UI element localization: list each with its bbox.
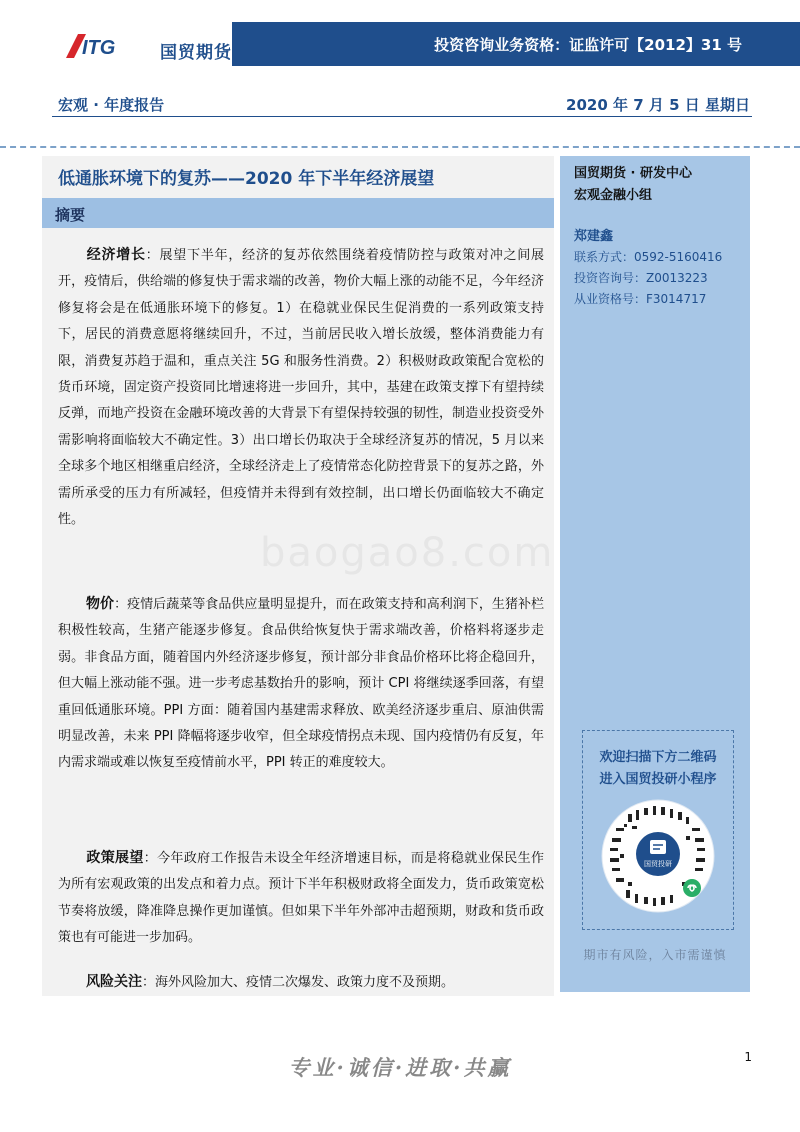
qr-caption-line-1: 欢迎扫描下方二维码 (599, 750, 717, 765)
section-risk (58, 969, 544, 996)
logo-text-cn: 国贸期货 (160, 43, 232, 63)
section-risk-lead: 风险关注 (86, 974, 142, 990)
section-growth-text: ：展望下半年，经济的复苏依然围绕着疫情防控与政策对冲之间展开，疫情后，供给端的修复快于需求端的改善，物价大幅上涨的动能不足，今年经济修复将会是在低通胀环境下的修复。1）在稳就业保民生促消费的一系列政策支持下，居民的消费意愿将继续回升，不过，当前居民收入增长放缓，整体消费能力有限，消费复苏趋于温和，重点关注 5G 和服务性消费。2）积极财政政策配合宽松的货币环境，固定资产投资同比增速将进一步回升，其中，基建在政策支撑下有望持续反弹，而地产投资在金融环境改善的大背景下有望保持较强的韧性，制造业投资受外需影响将面临较大不确定性。3）出口增长仍取决于全球经济复苏的情况，5 月以来全球多个地区相继重启经济，全球经济走上了疫情常态化防控背景下的复苏之路，外需所承受的压力有所减轻，但疫情并未得到有效控制，出口增长仍面临较大不确定性。 (58, 248, 544, 528)
watermark: baogao8.com (260, 530, 555, 576)
section-risk-text: ：海外风险加大、疫情二次爆发、政策力度不及预期。 (142, 975, 455, 990)
dept-line-2: 宏观金融小组 (574, 188, 653, 203)
section-price (58, 591, 544, 777)
section-policy-text: ：今年政府工作报告未设全年经济增速目标，而是将稳就业保民生作为所有宏观政策的出发点和着力点。预计下半年积极财政将全面发力，货币政策宽松节奏将放缓，降准降息操作更加谨慎。但如果下半年外部冲击超预期，财政和货币政策也有可能进一步加码。 (58, 851, 544, 946)
footer-slogan: 专业·诚信·进取·共赢 (288, 1055, 512, 1080)
report-type: 宏观 · 年度报告 (58, 96, 165, 114)
analyst-practice-number: 从业资格号：F3014717 (574, 292, 707, 306)
analyst-contact: 联系方式：0592-5160416 (574, 250, 723, 264)
logo-text-en: ITG (82, 37, 116, 59)
qr-caption-line-2: 进入国贸投研小程序 (599, 772, 717, 787)
section-policy-lead: 政策展望 (86, 850, 144, 866)
side-department (574, 163, 692, 207)
itg-logo-icon (60, 30, 120, 60)
section-price-lead: 物价 (86, 596, 115, 612)
analyst-consult-number: 投资咨询号：Z0013223 (574, 271, 708, 285)
license-text: 投资咨询业务资格：证监许可【2012】31 号 (434, 36, 742, 54)
summary-bar (42, 198, 554, 228)
section-growth-lead: 经济增长 (86, 247, 146, 263)
summary-label: 摘要 (55, 206, 86, 224)
page-number: 1 (744, 1050, 752, 1064)
report-date: 2020 年 7 月 5 日 星期日 (566, 96, 750, 114)
dept-line-1: 国贸期货 · 研发中心 (574, 166, 692, 181)
section-policy (58, 845, 544, 952)
qr-center-label: 国贸投研 (644, 860, 672, 868)
report-title: 低通胀环境下的复苏——2020 年下半年经济展望 (58, 169, 435, 189)
analyst-name: 郑建鑫 (574, 229, 614, 244)
mini-program-qr-code[interactable] (598, 796, 718, 916)
section-price-text: ：疫情后蔬菜等食品供应量明显提升，而在政策支持和高利润下，生猪补栏积极性较高，生猪产能逐步修复。食品供给恢复快于需求端改善，价格料将逐步走弱。非食品方面，随着国内外经济逐步修复，预计部分非食品价格环比将企稳回升，但大幅上涨动能不强。进一步考虑基数抬升的影响，预计 CPI 将继续逐季回落，有望重回低通胀环境。PPI 方面：随着国内基建需求释放、欧美经济逐步重启、原油供需明显改善，未来 PPI 降幅将逐步收窄，但全球疫情拐点未现、国内疫情仍有反复，年内需求端或难以恢复至疫情前水平，PPI 转正的难度较大。 (58, 597, 544, 771)
risk-disclaimer: 期市有风险，入市需谨慎 (583, 948, 727, 962)
section-growth (58, 242, 544, 533)
header-underline (52, 116, 752, 117)
dashed-divider (0, 146, 800, 148)
